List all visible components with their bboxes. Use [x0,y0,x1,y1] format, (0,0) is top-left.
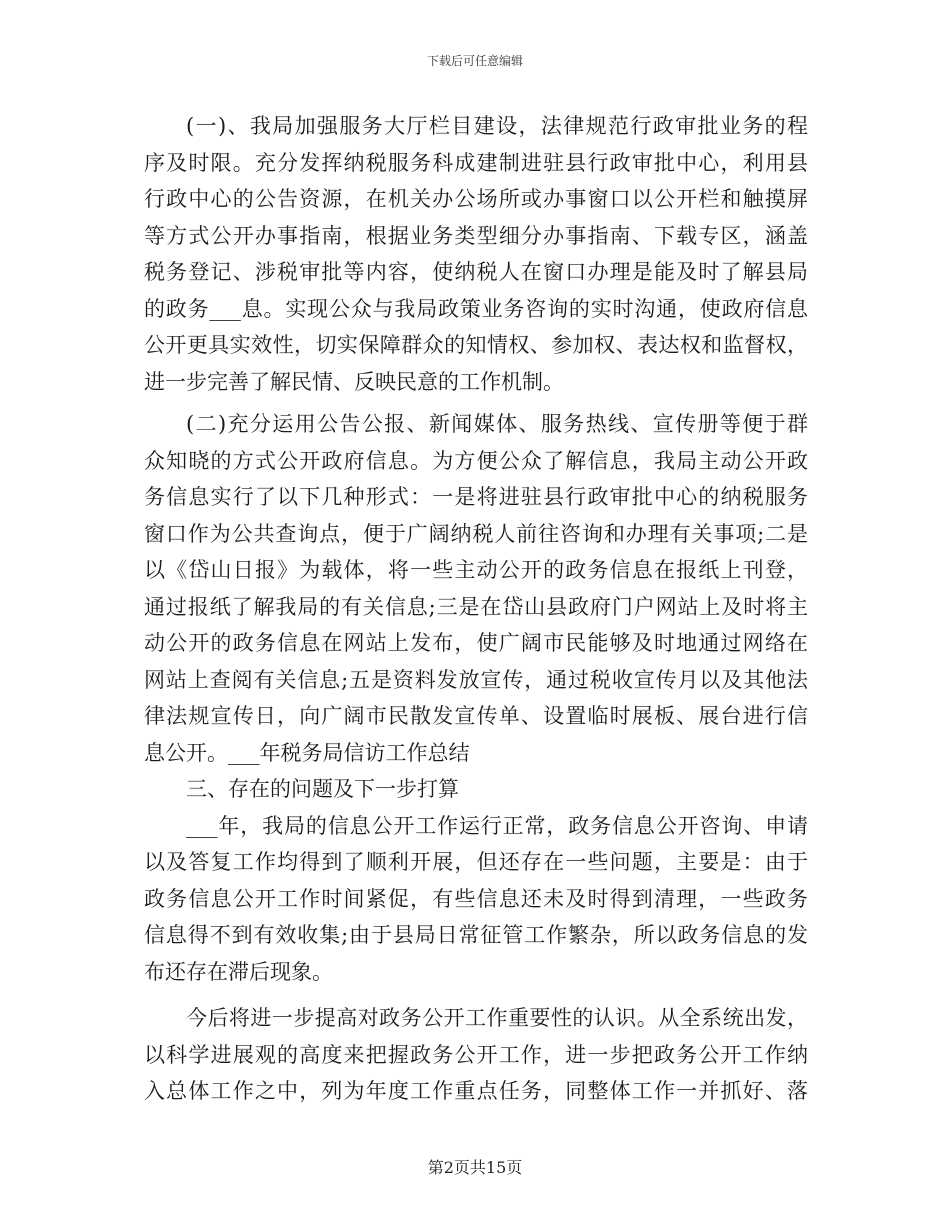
text-line: 税务登记、涉税审批等内容，使纳税人在窗口办理是能及时了解县局 [144,260,808,284]
paragraph [144,808,808,991]
text-line: 公开更具实效性，切实保障群众的知情权、参加权、表达权和监督权， [144,333,808,357]
paragraph [144,406,808,771]
text-line: 的政务___息。实现公众与我局政策业务咨询的实时沟通，使政府信息 [144,296,808,321]
text-line: 律法规宣传日，向广阔市民散发宣传单、设置临时展板、展台进行信 [144,704,808,728]
text-line: 信息得不到有效收集;由于县局日常征管工作繁杂，所以政务信息的发 [144,923,808,947]
text-line: (二)充分运用公告公报、新闻媒体、服务热线、宣传册等便于群 [186,412,808,436]
text-line: 息公开。___年税务局信访工作总结 [144,740,470,765]
text-line: (一)、我局加强服务大厅栏目建设，法律规范行政审批业务的程 [186,114,808,138]
paragraph [144,108,808,400]
document-body [144,108,808,1110]
text-line: 动公开的政务信息在网站上发布，使广阔市民能够及时地通过网络在 [144,631,808,655]
text-line: 进一步完善了解民情、反映民意的工作机制。 [144,369,564,394]
text-line: 网站上查阅有关信息;五是资料发放宣传，通过税收宣传月以及其他法 [144,667,808,692]
text-line: 窗口作为公共查询点，便于广阔纳税人前往咨询和办理有关事项;二是 [144,521,808,546]
text-line: ___年，我局的信息公开工作运行正常，政务信息公开咨询、申请 [186,813,808,838]
text-line: 入总体工作之中，列为年度工作重点任务，同整体工作一并抓好、落 [144,1079,808,1103]
text-line: 众知晓的方式公开政府信息。为方便公众了解信息，我局主动公开政 [144,448,808,473]
text-line: 三、存在的问题及下一步打算 [186,777,459,801]
text-line: 等方式公开办事指南，根据业务类型细分办事指南、下载专区，涵盖 [144,223,808,248]
page-header-note: 下载后可任意编辑 [426,54,523,68]
text-line: 今后将进一步提高对政务公开工作重要性的认识。从全系统出发， [186,1006,808,1030]
page-number: 第2页共15页 [427,1158,523,1177]
text-line: 布还存在滞后现象。 [144,959,333,984]
text-line: 行政中心的公告资源，在机关办公场所或办事窗口以公开栏和触摸屏 [144,187,808,211]
text-line: 务信息实行了以下几种形式：一是将进驻县行政审批中心的纳税服务 [144,485,808,509]
paragraph [144,1000,808,1110]
text-line: 通过报纸了解我局的有关信息;三是在岱山县政府门户网站上及时将主 [144,594,808,619]
paragraph [144,771,808,808]
text-line: 以科学进展观的高度来把握政务公开工作，进一步把政务公开工作纳 [144,1042,808,1067]
text-line: 以《岱山日报》为载体，将一些主动公开的政务信息在报纸上刊登， [144,558,808,582]
text-line: 政务信息公开工作时间紧促，有些信息还未及时得到清理，一些政务 [144,886,808,911]
text-line: 序及时限。充分发挥纳税服务科成建制进驻县行政审批中心，利用县 [144,150,808,175]
text-line: 以及答复工作均得到了顺利开展，但还存在一些问题，主要是：由于 [144,850,808,874]
